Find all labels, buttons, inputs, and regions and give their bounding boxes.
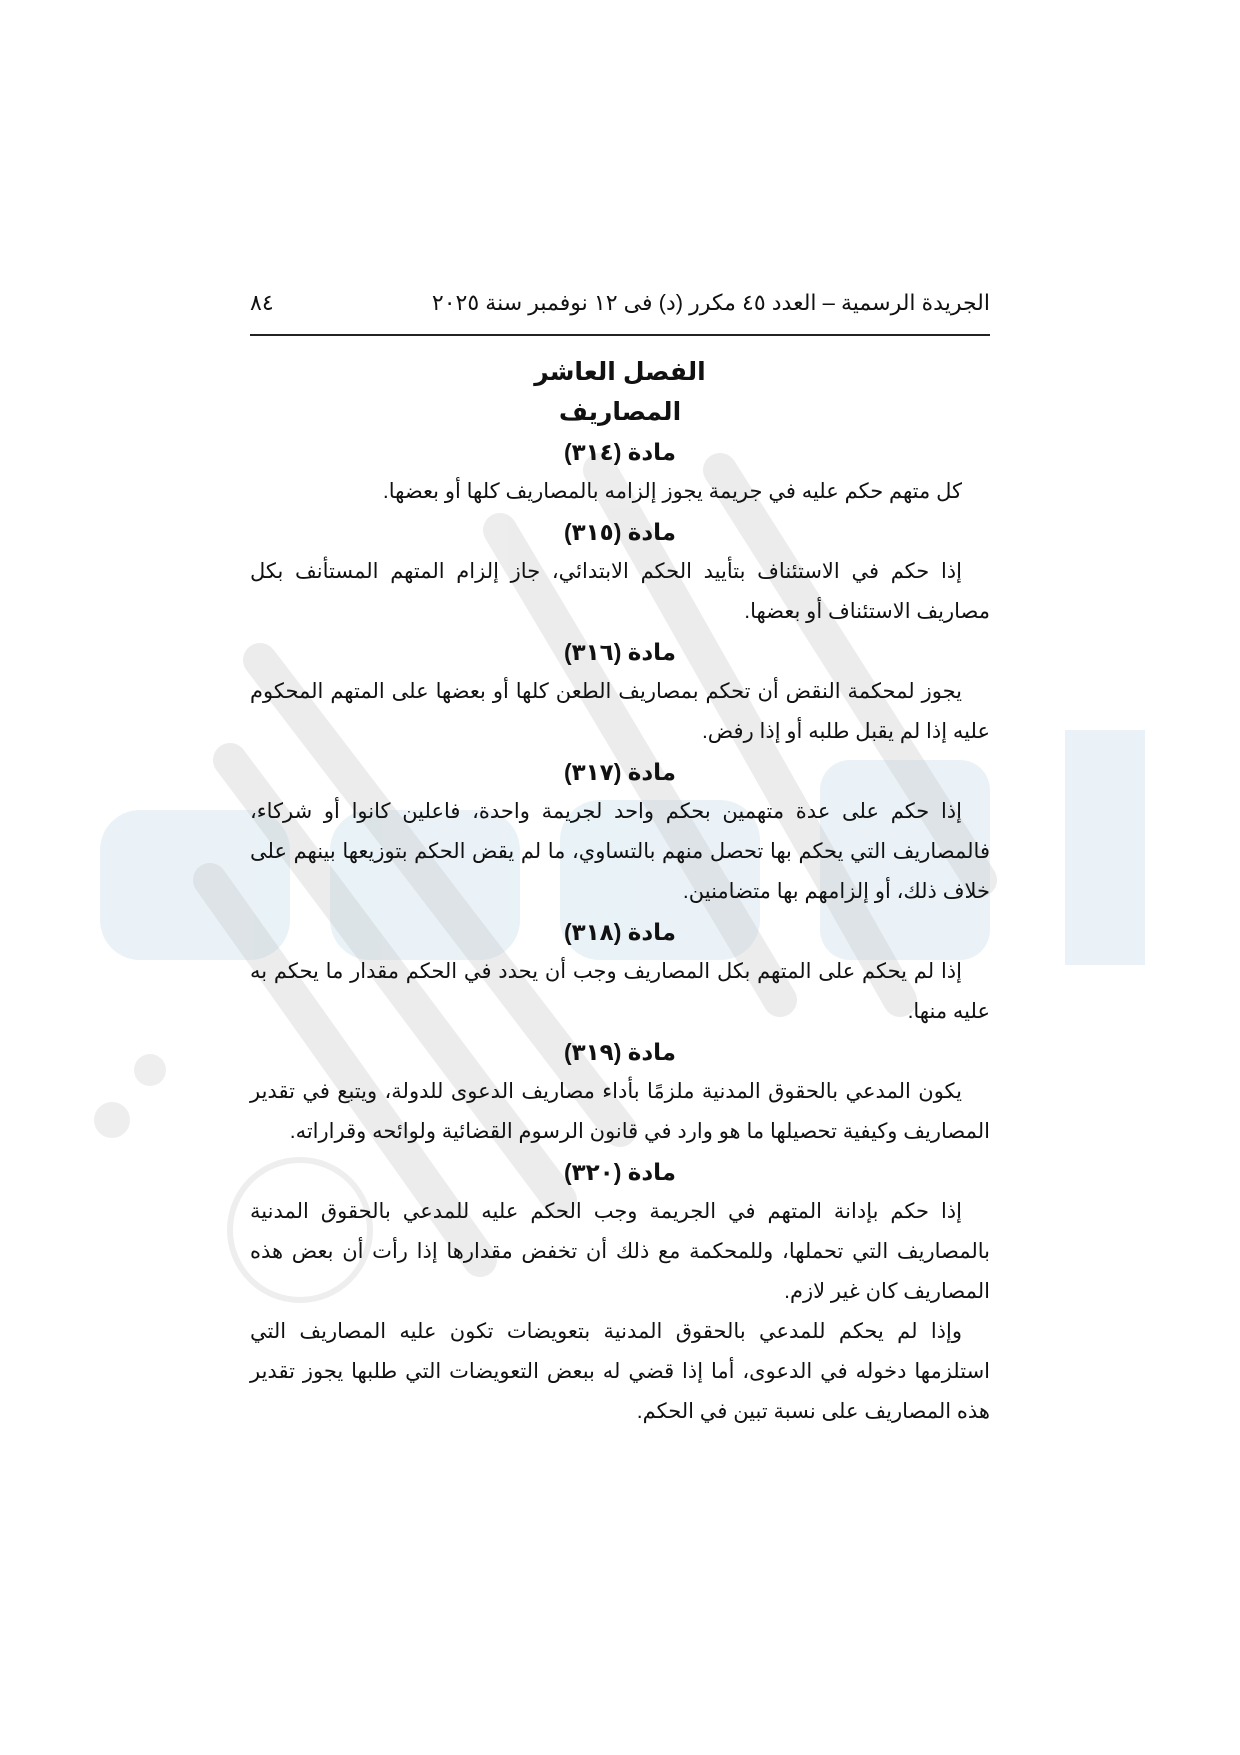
publication-title: الجريدة الرسمية – العدد ٤٥ مكرر (د) فى ١٢ نوفمبر سنة ٢٠٢٥: [431, 290, 990, 315]
article-317: [250, 752, 990, 912]
document-body: [250, 352, 990, 1432]
chapter-subtitle: المصاريف: [558, 398, 682, 426]
page-header: [250, 285, 990, 321]
article-paragraph: إذا حكم بإدانة المتهم في الجريمة وجب الحكم عليه للمدعي بالحقوق المدنية بالمصاريف التي تحملها، وللمحكمة مع ذلك أن تخفض مقدارها إذا رأت أن بعض هذه المصاريف كان غير لازم.: [250, 1200, 990, 1303]
article-320: [250, 1152, 990, 1432]
article-paragraph: كل متهم حكم عليه في جريمة يجوز إلزامه بالمصاريف كلها أو بعضها.: [382, 480, 962, 503]
header-divider: [250, 334, 990, 336]
article-title: مادة (٣١٨): [563, 919, 677, 945]
article-316: [250, 632, 990, 752]
article-paragraph: وإذا لم يحكم للمدعي بالحقوق المدنية بتعويضات تكون عليه المصاريف التي استلزمها دخوله في الدعوى، أما إذا قضي له ببعض التعويضات التي طلبها يجوز تقدير هذه المصاريف على نسبة تبين في الحكم.: [250, 1320, 990, 1423]
article-title: مادة (٣١٧): [563, 759, 677, 785]
article-title: مادة (٣١٥): [563, 519, 677, 545]
article-paragraph: يكون المدعي بالحقوق المدنية ملزمًا بأداء مصاريف الدعوى للدولة، ويتبع في تقدير المصاريف وكيفية تحصيلها ما هو وارد في قانون الرسوم القضائية ولوائحه وقراراته.: [250, 1080, 990, 1143]
article-title: مادة (٣١٦): [563, 639, 677, 665]
article-319: [250, 1032, 990, 1152]
article-paragraph: إذا حكم في الاستئناف بتأييد الحكم الابتدائي، جاز إلزام المتهم المستأنف بكل مصاريف الاستئناف أو بعضها.: [250, 560, 990, 623]
article-title: مادة (٣١٤): [563, 439, 677, 465]
article-paragraph: إذا لم يحكم على المتهم بكل المصاريف وجب أن يحدد في الحكم مقدار ما يحكم به عليه منها.: [250, 960, 990, 1023]
article-title: مادة (٣٢٠): [563, 1159, 677, 1185]
article-314: [250, 432, 990, 512]
page-number: ٨٤: [250, 290, 274, 315]
article-paragraph: إذا حكم على عدة متهمين بحكم واحد لجريمة واحدة، فاعلين كانوا أو شركاء، فالمصاريف التي يحكم بها تحصل منهم بالتساوي، ما لم يقض الحكم بتوزيعها بينهم على خلاف ذلك، أو إلزامهم بها متضامنين.: [250, 800, 990, 903]
chapter-title: الفصل العاشر: [534, 358, 706, 386]
article-paragraph: يجوز لمحكمة النقض أن تحكم بمصاريف الطعن كلها أو بعضها على المتهم المحكوم عليه إذا لم يقبل طلبه أو إذا رفض.: [250, 680, 990, 743]
article-title: مادة (٣١٩): [563, 1039, 677, 1065]
article-315: [250, 512, 990, 632]
article-318: [250, 912, 990, 1032]
